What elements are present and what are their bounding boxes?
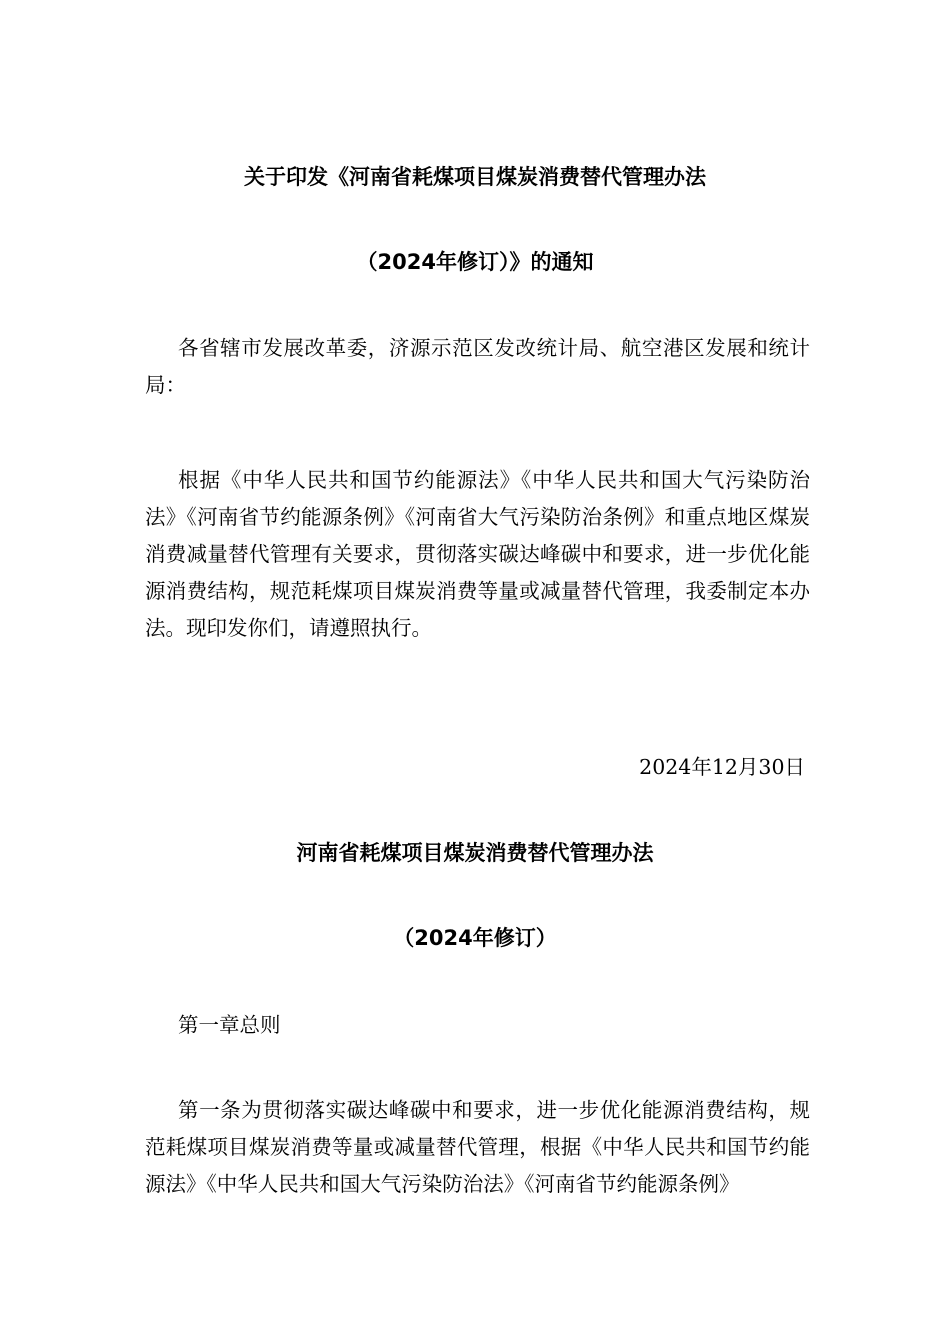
measures-title: 河南省耗煤项目煤炭消费替代管理办法 xyxy=(296,841,654,865)
notice-addressee: 各省辖市发展改革委，济源示范区发改统计局、航空港区发展和统计局： xyxy=(145,336,810,397)
article-1: 第一条为贯彻落实碳达峰碳中和要求，进一步优化能源消费结构，规范耗煤项目煤炭消费等量或减量替代管理，根据《中华人民共和国节约能源法》《中华人民共和国大气污染防治法》《河南省节约能源条例》 xyxy=(145,1098,810,1196)
notice-title-line-1: 关于印发《河南省耗煤项目煤炭消费替代管理办法 xyxy=(244,165,706,189)
measures-subtitle: （2024年修订） xyxy=(393,926,557,950)
chapter-1-heading: 第一章总则 xyxy=(178,1013,281,1037)
notice-body: 根据《中华人民共和国节约能源法》《中华人民共和国大气污染防治法》《河南省节约能源条例》《河南省大气污染防治条例》和重点地区煤炭消费减量替代管理有关要求，贯彻落实碳达峰碳中和要求，进一步优化能源消费结构，规范耗煤项目煤炭消费等量或减量替代管理，我委制定本办法。现印发你们，请遵照执行。 xyxy=(145,468,810,640)
notice-date: 2024年12月30日 xyxy=(639,755,805,779)
notice-title-line-2: （2024年修订）》的通知 xyxy=(356,250,594,274)
